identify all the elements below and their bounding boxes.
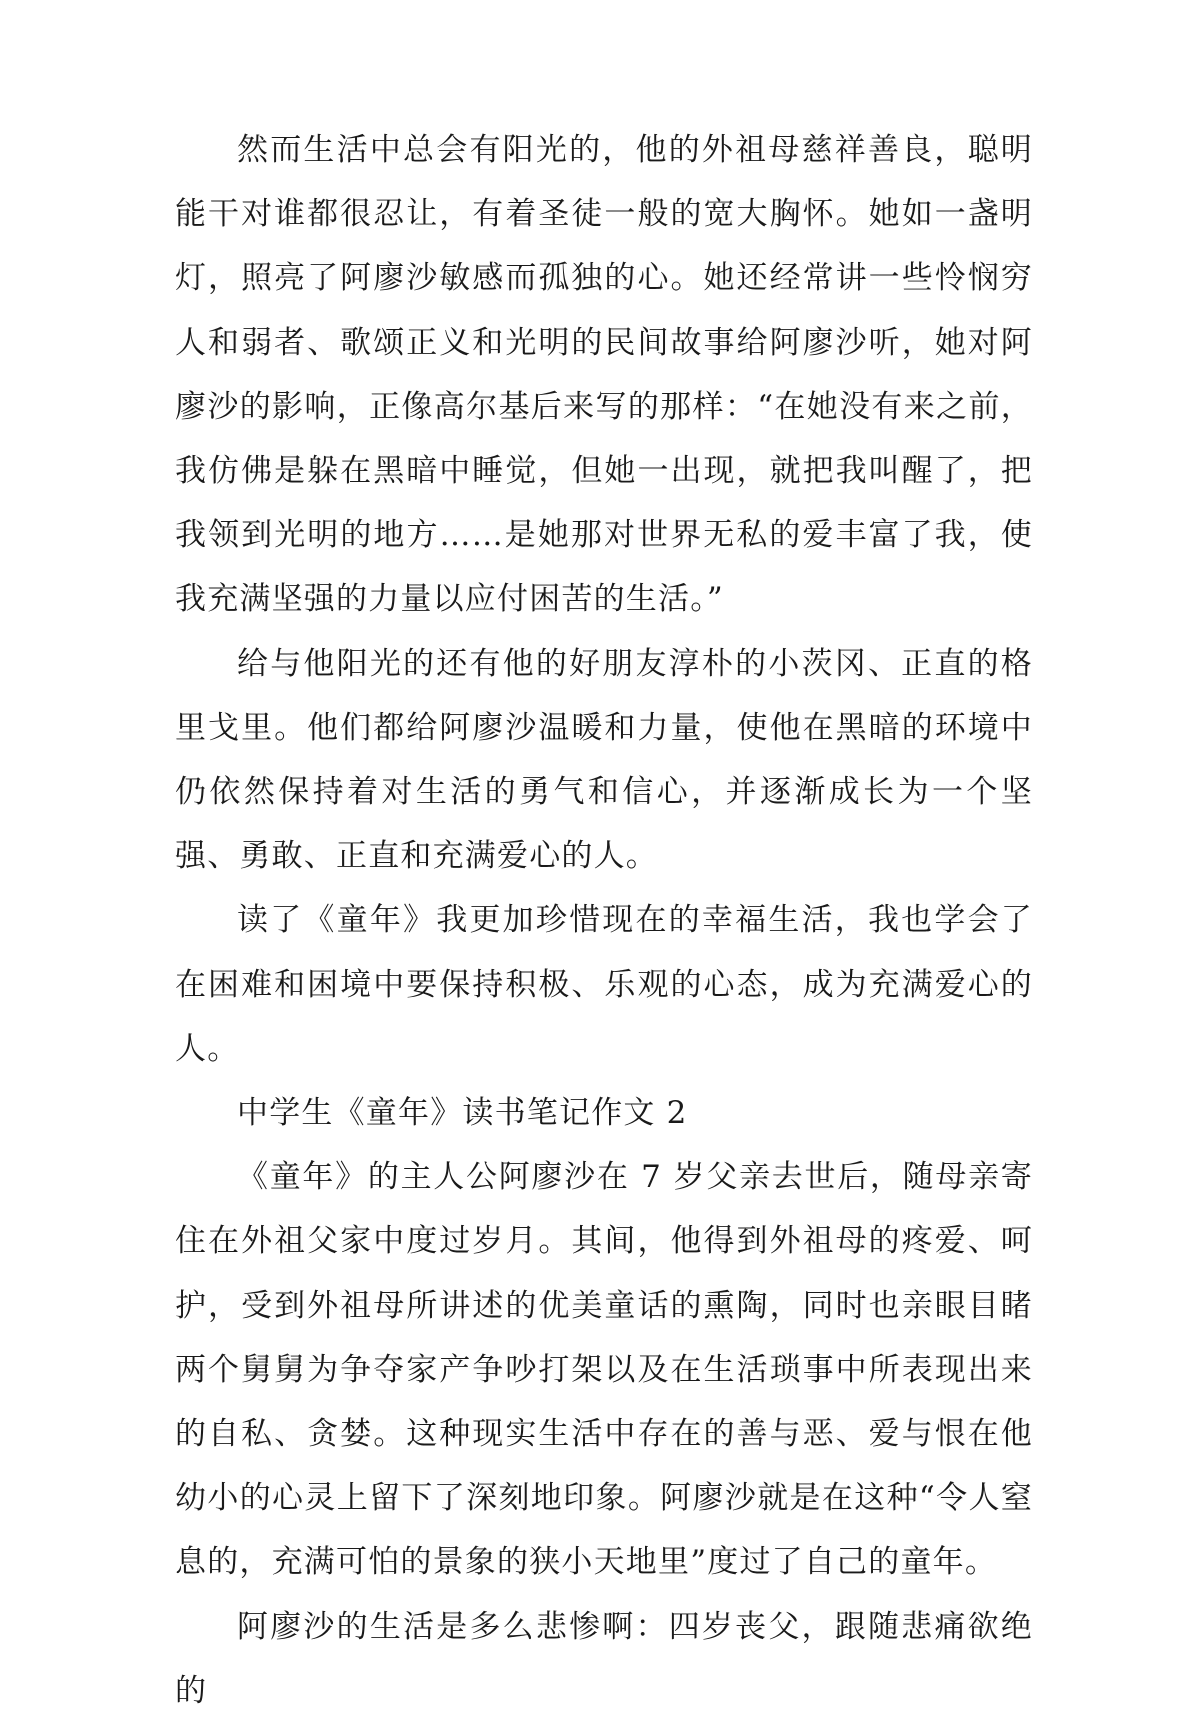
paragraph-reflection: 读了《童年》我更加珍惜现在的幸福生活，我也学会了在困难和困境中要保持积极、乐观的心态，成为充满爱心的人。 — [175, 902, 1033, 1067]
paragraph-grandmother: 然而生活中总会有阳光的，他的外祖母慈祥善良，聪明能干对谁都很忍让，有着圣徒一般的宽大胸怀。她如一盏明灯，照亮了阿廖沙敏感而孤独的心。她还经常讲一些怜悯穷人和弱者、歌颂正义和光明的民间故事给阿廖沙听，她对阿廖沙的影响，正像高尔基后来写的那样：“在她没有来之前，我仿佛是躲在黑暗中睡觉，但她一出现，就把我叫醒了，把我领到光明的地方……是她那对世界无私的爱丰富了我，使我充满坚强的力量以应付困苦的生活。” — [175, 132, 1033, 618]
section-heading: 中学生《童年》读书笔记作文 2 — [237, 1095, 688, 1132]
document-body — [175, 118, 1033, 1723]
paragraph-summary: 《童年》的主人公阿廖沙在 7 岁父亲去世后，随母亲寄住在外祖父家中度过岁月。其间，他得到外祖母的疼爱、呵护，受到外祖母所讲述的优美童话的熏陶，同时也亲眼目睹两个舅舅为争夺家产争吵打架以及在生活琐事中所表现出来的自私、贪婪。这种现实生活中存在的善与恶、爱与恨在他幼小的心灵上留下了深刻地印象。阿廖沙就是在这种“令人窒息的，充满可怕的景象的狭小天地里”度过了自己的童年。 — [175, 1159, 1033, 1581]
paragraph-friends: 给与他阳光的还有他的好朋友淳朴的小茨冈、正直的格里戈里。他们都给阿廖沙温暖和力量，使他在黑暗的环境中仍依然保持着对生活的勇气和信心，并逐渐成长为一个坚强、勇敢、正直和充满爱心的人。 — [175, 645, 1033, 875]
paragraph-tragic-life: 阿廖沙的生活是多么悲惨啊：四岁丧父，跟随悲痛欲绝的 — [175, 1608, 1033, 1709]
